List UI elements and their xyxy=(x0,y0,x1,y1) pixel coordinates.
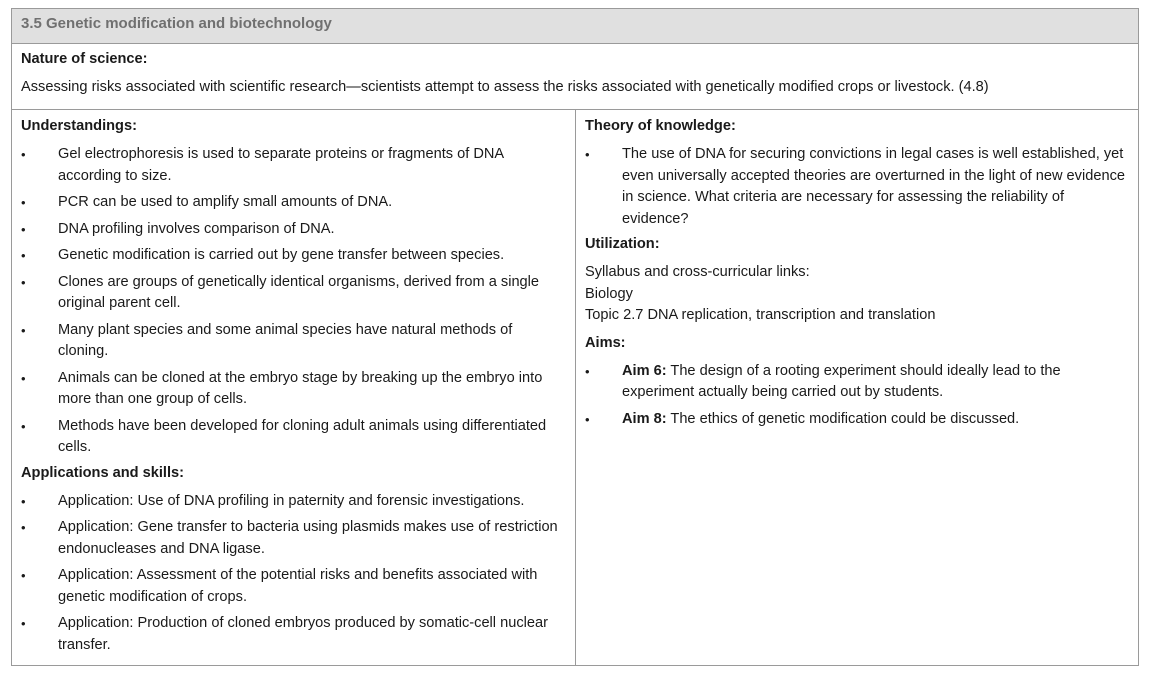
list-item: • Application: Gene transfer to bacteria using plasmids makes use of restriction endonucleases and DNA ligase. xyxy=(21,519,558,557)
list-item: • Many plant species and some animal species have natural methods of cloning. xyxy=(21,321,513,359)
bullet-icon: • xyxy=(21,322,26,338)
understandings-heading: Understandings: xyxy=(21,118,137,134)
list-item: • PCR can be used to amplify small amounts of DNA. xyxy=(21,192,566,214)
list-item: • Application: Production of cloned embryos produced by somatic-cell nuclear transfer. xyxy=(21,615,548,653)
utilization-heading: Utilization: xyxy=(585,236,660,252)
nature-of-science-heading: Nature of science: xyxy=(21,51,148,67)
list-item: • Application: Use of DNA profiling in paternity and forensic investigations. xyxy=(21,491,566,513)
aim-label: Aim 6: xyxy=(622,362,667,379)
list-item: • Aim 8: The ethics of genetic modification could be discussed. xyxy=(585,409,1129,431)
applications-heading: Applications and skills: xyxy=(21,464,184,481)
bullet-icon: • xyxy=(21,221,26,237)
bullet-icon: • xyxy=(585,147,590,162)
aims-heading: Aims: xyxy=(585,334,626,351)
list-item: • Genetic modification is carried out by gene transfer between species. xyxy=(21,245,566,267)
list-item: • DNA profiling involves comparison of DNA. xyxy=(21,219,566,241)
list-item: • Application: Assessment of the potential risks and benefits associated with genetic modification of crops. xyxy=(21,567,538,605)
syllabus-table xyxy=(11,8,1139,666)
bullet-icon: • xyxy=(585,411,590,427)
applications-list xyxy=(21,491,566,657)
bullet-icon: • xyxy=(585,363,590,379)
tok-heading: Theory of knowledge: xyxy=(585,118,736,134)
bullet-icon: • xyxy=(21,493,26,509)
bullet-icon: • xyxy=(21,274,26,290)
bullet-icon: • xyxy=(21,195,26,210)
aims-list xyxy=(585,361,1129,431)
right-column xyxy=(576,110,1138,665)
nature-of-science-text: Assessing risks associated with scientific research—scientists attempt to assess the risks associated with genetically modified crops or livestock. (4.8) xyxy=(21,79,989,95)
bullet-icon: • xyxy=(21,370,26,386)
utilization-line: Syllabus and cross-curricular links: xyxy=(585,264,810,280)
section-title: 3.5 Genetic modification and biotechnology xyxy=(12,9,1138,44)
left-column xyxy=(12,110,576,665)
list-item: • The use of DNA for securing convictions in legal cases is well established, yet even universally accepted theories are overturned in the light of new evidence in science. What criteria are necessary for assessing the reliability of evidence? xyxy=(585,146,1125,227)
utilization-links xyxy=(585,262,1129,327)
list-item: • Animals can be cloned at the embryo stage by breaking up the embryo into more than one group of cells. xyxy=(21,369,543,407)
list-item: • Aim 6: The design of a rooting experiment should ideally lead to the experiment actually being carried out by students. xyxy=(585,362,1061,400)
bullet-icon: • xyxy=(21,616,26,631)
bullet-icon: • xyxy=(21,147,26,162)
utilization-line: Topic 2.7 DNA replication, transcription and translation xyxy=(585,307,936,323)
nature-of-science-row xyxy=(12,44,1138,110)
list-item: • Clones are groups of genetically identical organisms, derived from a single original parent cell. xyxy=(21,273,540,311)
understandings-list xyxy=(21,144,566,459)
list-item: • Methods have been developed for cloning adult animals using differentiated cells. xyxy=(21,417,547,455)
two-column-body xyxy=(12,110,1138,665)
bullet-icon: • xyxy=(21,568,26,583)
bullet-icon: • xyxy=(21,248,26,263)
list-item: • Gel electrophoresis is used to separate proteins or fragments of DNA according to size. xyxy=(21,146,504,184)
utilization-line: Biology xyxy=(585,285,633,302)
bullet-icon: • xyxy=(21,418,26,434)
bullet-icon: • xyxy=(21,520,26,535)
tok-list xyxy=(585,144,1129,230)
aim-label: Aim 8: xyxy=(622,410,667,427)
